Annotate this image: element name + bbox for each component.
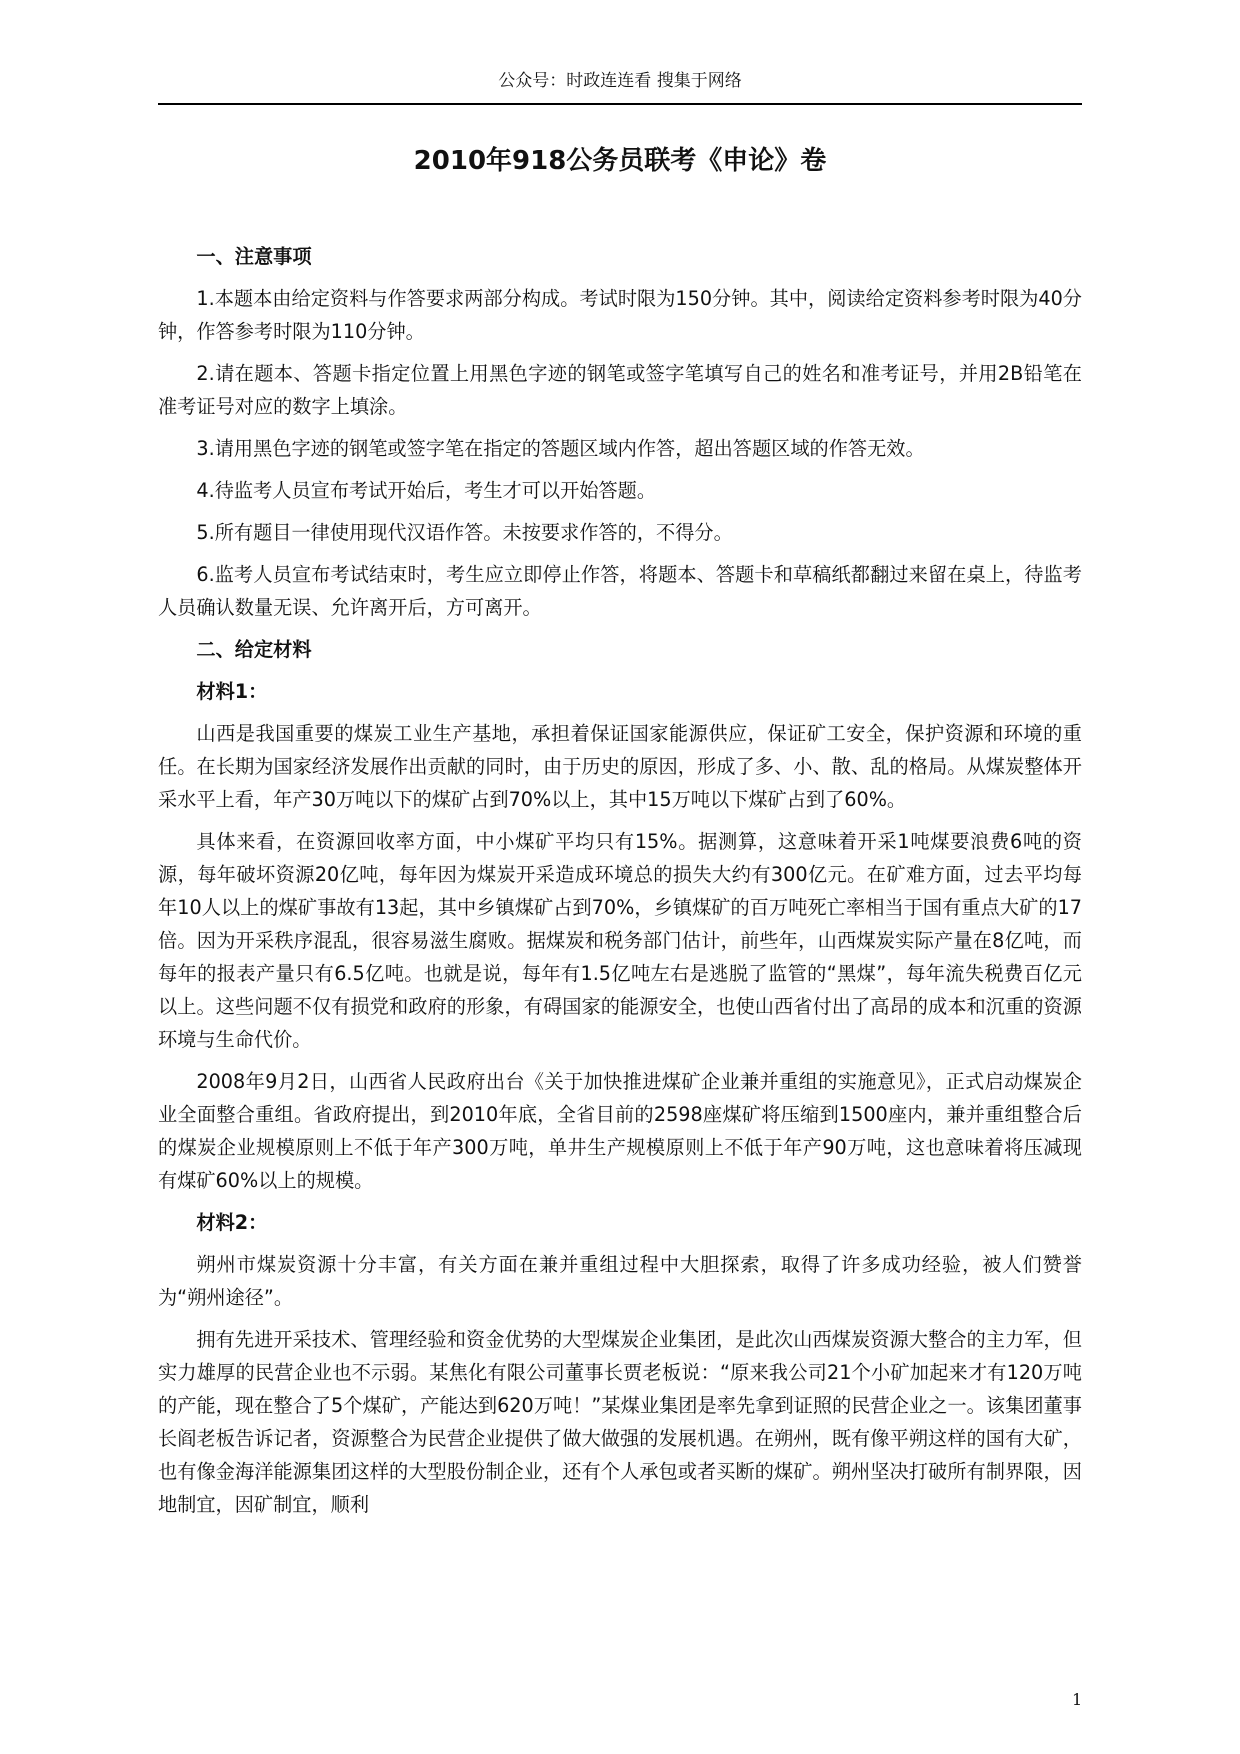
page-number: 1 [1072,1690,1083,1709]
notice-item: 3.请用黑色字迹的钢笔或签字笔在指定的答题区域内作答，超出答题区域的作答无效。 [196,437,925,460]
section-heading-notice: 一、注意事项 [196,245,312,268]
material1-paragraph: 2008年9月2日，山西省人民政府出台《关于加快推进煤矿企业兼并重组的实施意见》，正式启动煤炭企业全面整合重组。省政府提出，到2010年底，全省目前的2598座煤矿将压缩到1500座内，兼并重组整合后的煤炭企业规模原则上不低于年产300万吨，单井生产规模原则上不低于年产90万吨，这也意味着将压减现有煤矿60%以上的规模。 [158,1070,1082,1192]
header-divider [158,103,1082,105]
notice-item: 1.本题本由给定资料与作答要求两部分构成。考试时限为150分钟。其中，阅读给定资料参考时限为40分钟，作答参考时限为110分钟。 [158,287,1082,343]
notice-item: 2.请在题本、答题卡指定位置上用黑色字迹的钢笔或签字笔填写自己的姓名和准考证号，并用2B铅笔在准考证号对应的数字上填涂。 [158,362,1082,418]
page-header: 公众号：时政连连看 搜集于网络 [498,71,742,91]
material1-paragraph: 具体来看，在资源回收率方面，中小煤矿平均只有15%。据测算，这意味着开采1吨煤要浪费6吨的资源，每年破坏资源20亿吨，每年因为煤炭开采造成环境总的损失大约有300亿元。在矿难方面，过去平均每年10人以上的煤矿事故有13起，其中乡镇煤矿占到70%，乡镇煤矿的百万吨死亡率相当于国有重点大矿的17倍。因为开采秩序混乱，很容易滋生腐败。据煤炭和税务部门估计，前些年，山西煤炭实际产量在8亿吨，而每年的报表产量只有6.5亿吨。也就是说，每年有1.5亿吨左右是逃脱了监管的“黑煤”，每年流失税费百亿元以上。这些问题不仅有损党和政府的形象，有碍国家的能源安全，也使山西省付出了高昂的成本和沉重的资源环境与生命代价。 [158,830,1082,1051]
material2-paragraph: 拥有先进开采技术、管理经验和资金优势的大型煤炭企业集团，是此次山西煤炭资源大整合的主力军，但实力雄厚的民营企业也不示弱。某焦化有限公司董事长贾老板说：“原来我公司21个小矿加起来才有120万吨的产能，现在整合了5个煤矿，产能达到620万吨！”某煤业集团是率先拿到证照的民营企业之一。该集团董事长阎老板告诉记者，资源整合为民营企业提供了做大做强的发展机遇。在朔州，既有像平朔这样的国有大矿，也有像金海洋能源集团这样的大型股份制企业，还有个人承包或者买断的煤矿。朔州坚决打破所有制界限，因地制宜，因矿制宜，顺利 [158,1328,1082,1516]
document-body [158,240,1082,1530]
material2-heading: 材料2： [196,1211,268,1234]
notice-item: 6.监考人员宣布考试结束时，考生应立即停止作答，将题本、答题卡和草稿纸都翻过来留在桌上，待监考人员确认数量无误、允许离开后，方可离开。 [158,563,1082,619]
notice-item: 5.所有题目一律使用现代汉语作答。未按要求作答的，不得分。 [196,521,733,544]
material1-paragraph: 山西是我国重要的煤炭工业生产基地，承担着保证国家能源供应，保证矿工安全，保护资源和环境的重任。在长期为国家经济发展作出贡献的同时，由于历史的原因，形成了多、小、散、乱的格局。从煤炭整体开采水平上看，年产30万吨以下的煤矿占到70%以上，其中15万吨以下煤矿占到了60%。 [158,722,1082,811]
notice-item: 4.待监考人员宣布考试开始后，考生才可以开始答题。 [196,479,657,502]
material2-paragraph: 朔州市煤炭资源十分丰富，有关方面在兼并重组过程中大胆探索，取得了许多成功经验，被人们赞誉为“朔州途径”。 [158,1253,1082,1309]
document-title: 2010年918公务员联考《申论》卷 [413,146,827,176]
material1-heading: 材料1： [196,680,268,703]
section-heading-materials: 二、给定材料 [196,638,312,661]
